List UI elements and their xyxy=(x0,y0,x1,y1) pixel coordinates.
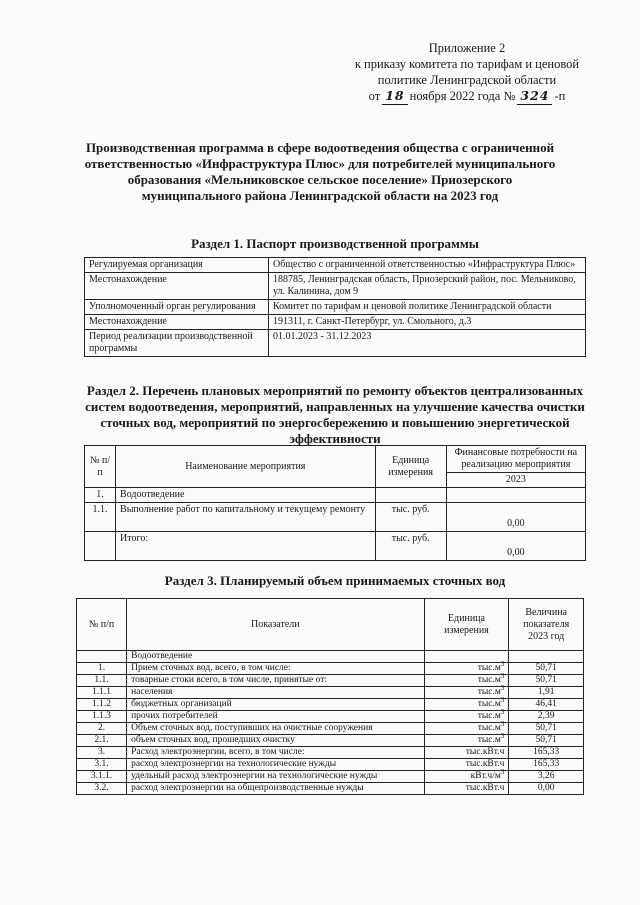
volume-unit-cell xyxy=(424,671,509,687)
volume-unit-sup: 3 xyxy=(500,695,505,704)
volume-unit-cell xyxy=(424,707,509,723)
volume-value: 50,71 xyxy=(509,663,584,675)
volume-unit-cell xyxy=(424,683,509,699)
volume-unit: кВт.ч/м xyxy=(470,771,501,781)
col-year-header: 2023 xyxy=(446,473,585,488)
group-num-cell xyxy=(77,651,127,663)
plan-num xyxy=(85,532,116,561)
section2-heading: Раздел 2. Перечень плановых мероприятий по ремонту объектов централизованных систем водоотведения, мероприятий, направленных на улучшение качества очистки сточных вод, мероприятий по энергосбережению и повышению энергетической эффективности xyxy=(85,383,585,446)
passport-label: Местонахождение xyxy=(85,315,269,330)
passport-table xyxy=(84,257,586,357)
volume-unit-cell xyxy=(424,759,509,771)
plan-table xyxy=(84,445,586,561)
passport-row xyxy=(85,273,586,300)
volume-indicator: расход электроэнергии на общепроизводственные нужды xyxy=(127,783,424,795)
volume-unit-sup: 3 xyxy=(500,767,505,776)
volume-row xyxy=(77,699,584,711)
order-number: 324 xyxy=(517,88,552,105)
volume-row xyxy=(77,675,584,687)
appendix-line: к приказу комитета по тарифам и ценовой xyxy=(354,57,580,71)
volume-value: 0,00 xyxy=(509,783,584,795)
col-value-header: Величина показателя 2023 год xyxy=(509,599,584,651)
order-suffix: -п xyxy=(554,89,566,103)
volume-unit-cell xyxy=(424,747,509,759)
plan-value: 0,00 xyxy=(446,503,585,532)
volume-unit-sup: 3 xyxy=(500,719,505,728)
plan-unit: тыс. руб. xyxy=(375,532,446,561)
order-day: 18 xyxy=(382,88,407,105)
program-title: Производственная программа в сфере водоотведения общества с ограниченной ответственностью «Инфраструктура Плюс» для потребителей муниципального образования «Мельниковское сельское поселение» Приозерского муниципального района Ленинградской области на 2023 год xyxy=(84,140,556,203)
volume-indicator: Объем сточных вод, поступивших на очистные сооружения xyxy=(127,723,424,735)
volume-num: 1.1.3 xyxy=(77,711,127,723)
volume-value: 50,71 xyxy=(509,675,584,687)
volume-unit: тыс.м xyxy=(477,663,501,673)
volume-unit-cell xyxy=(424,695,509,711)
volume-unit-sup: 3 xyxy=(500,731,505,740)
volume-indicator: объем сточных вод, прошедших очистку xyxy=(127,735,424,747)
plan-row xyxy=(85,532,586,561)
volume-num: 3.1. xyxy=(77,759,127,771)
passport-row xyxy=(85,315,586,330)
volume-indicator: населения xyxy=(127,687,424,699)
volume-row xyxy=(77,747,584,759)
volume-row xyxy=(77,735,584,747)
volume-row xyxy=(77,759,584,771)
col-num-header: № п/п xyxy=(77,599,127,651)
volume-indicator: Прием сточных вод, всего, в том числе: xyxy=(127,663,424,675)
plan-num: 1. xyxy=(85,488,116,503)
volume-unit-cell xyxy=(424,767,509,783)
volume-num: 2. xyxy=(77,723,127,735)
section3-heading: Раздел 3. Планируемый объем принимаемых сточных вод xyxy=(164,573,506,588)
section1-heading: Раздел 1. Паспорт производственной программы xyxy=(191,236,479,251)
group-unit-cell xyxy=(424,651,509,663)
group-label: Водоотведение xyxy=(127,651,424,663)
col-unit-header: Единица измерения xyxy=(375,446,446,488)
volume-unit-cell xyxy=(424,783,509,795)
volume-row xyxy=(77,783,584,795)
volume-row xyxy=(77,687,584,699)
plan-name: Итого: xyxy=(116,532,376,561)
volume-unit-sup: 3 xyxy=(500,707,505,716)
passport-value: Комитет по тарифам и ценовой политике Ленинградской области xyxy=(269,300,586,315)
plan-num: 1.1. xyxy=(85,503,116,532)
volume-indicator: Расход электроэнергии, всего, в том числе: xyxy=(127,747,424,759)
volume-unit: тыс.кВт.ч xyxy=(465,783,505,793)
date-mid: ноября 2022 года № xyxy=(409,89,516,103)
plan-name: Выполнение работ по капитальному и текущему ремонту xyxy=(116,503,376,532)
volume-unit: тыс.м xyxy=(477,687,501,697)
passport-label: Регулируемая организация xyxy=(85,258,269,273)
volume-num: 1.1.1 xyxy=(77,687,127,699)
passport-value: Общество с ограниченной ответственностью «Инфраструктура Плюс» xyxy=(269,258,586,273)
passport-row xyxy=(85,330,586,357)
order-date-line xyxy=(342,88,592,105)
volume-row xyxy=(77,711,584,723)
volume-num: 1.1.2 xyxy=(77,699,127,711)
volume-value: 50,71 xyxy=(509,735,584,747)
plan-row xyxy=(85,488,586,503)
plan-row xyxy=(85,503,586,532)
appendix-block xyxy=(342,40,592,105)
volume-indicator: расход электроэнергии на технологические нужды xyxy=(127,759,424,771)
volume-num: 2.1. xyxy=(77,735,127,747)
volume-row xyxy=(77,663,584,675)
col-unit-header: Единица измерения xyxy=(424,599,509,651)
volume-unit-sup: 3 xyxy=(500,659,505,668)
passport-label: Уполномоченный орган регулирования xyxy=(85,300,269,315)
appendix-title: Приложение 2 xyxy=(428,41,506,55)
passport-value: 191311, г. Санкт-Петербург, ул. Смольного, д.3 xyxy=(269,315,586,330)
passport-row xyxy=(85,300,586,315)
volume-num: 1.1. xyxy=(77,675,127,687)
volume-value: 3,26 xyxy=(509,771,584,783)
appendix-line: политике Ленинградской области xyxy=(377,73,557,87)
date-prefix: от xyxy=(368,89,381,103)
volume-indicator: удельный расход электроэнергии на технологические нужды xyxy=(127,771,424,783)
passport-row xyxy=(85,258,586,273)
volume-unit: тыс.кВт.ч xyxy=(465,747,505,757)
volume-unit-cell xyxy=(424,719,509,735)
volume-unit-sup: 3 xyxy=(500,671,505,680)
volume-unit: тыс.м xyxy=(477,711,501,721)
col-num-header: № п/п xyxy=(85,446,116,488)
plan-unit: тыс. руб. xyxy=(375,503,446,532)
volume-num: 3.1.1. xyxy=(77,771,127,783)
volume-row xyxy=(77,771,584,783)
col-indicator-header: Показатели xyxy=(127,599,424,651)
plan-value xyxy=(446,488,585,503)
volume-value: 1,91 xyxy=(509,687,584,699)
plan-value: 0,00 xyxy=(446,532,585,561)
volume-unit-sup: 3 xyxy=(500,683,505,692)
volume-indicator: товарные стоки всего, в том числе, принятые от: xyxy=(127,675,424,687)
volume-value: 2,39 xyxy=(509,711,584,723)
volume-indicator: прочих потребителей xyxy=(127,711,424,723)
volume-unit-cell xyxy=(424,731,509,747)
volume-num: 3. xyxy=(77,747,127,759)
plan-name: Водоотведение xyxy=(116,488,376,503)
volume-value: 46,41 xyxy=(509,699,584,711)
volume-unit: тыс.м xyxy=(477,699,501,709)
volume-unit: тыс.м xyxy=(477,723,501,733)
volume-unit: тыс.м xyxy=(477,735,501,745)
col-name-header: Наименование мероприятия xyxy=(116,446,376,488)
volume-unit: тыс.кВт.ч xyxy=(465,759,505,769)
volume-unit-cell xyxy=(424,659,509,675)
volume-table xyxy=(76,598,584,795)
group-value-cell xyxy=(509,651,584,663)
volume-num: 1. xyxy=(77,663,127,675)
passport-label: Период реализации производственной программы xyxy=(85,330,269,357)
col-finance-header: Финансовые потребности на реализацию мероприятия xyxy=(446,446,585,473)
volume-value: 165,33 xyxy=(509,759,584,771)
volume-unit: тыс.м xyxy=(477,675,501,685)
volume-num: 3.2. xyxy=(77,783,127,795)
volume-value: 50,71 xyxy=(509,723,584,735)
volume-row xyxy=(77,723,584,735)
volume-indicator: бюджетных организаций xyxy=(127,699,424,711)
volume-value: 165,33 xyxy=(509,747,584,759)
passport-value: 01.01.2023 - 31.12.2023 xyxy=(269,330,586,357)
passport-value: 188785, Ленинградская область, Приозерский район, пос. Мельниково, ул. Калинина, дом 9 xyxy=(269,273,586,300)
passport-label: Местонахождение xyxy=(85,273,269,300)
plan-unit xyxy=(375,488,446,503)
